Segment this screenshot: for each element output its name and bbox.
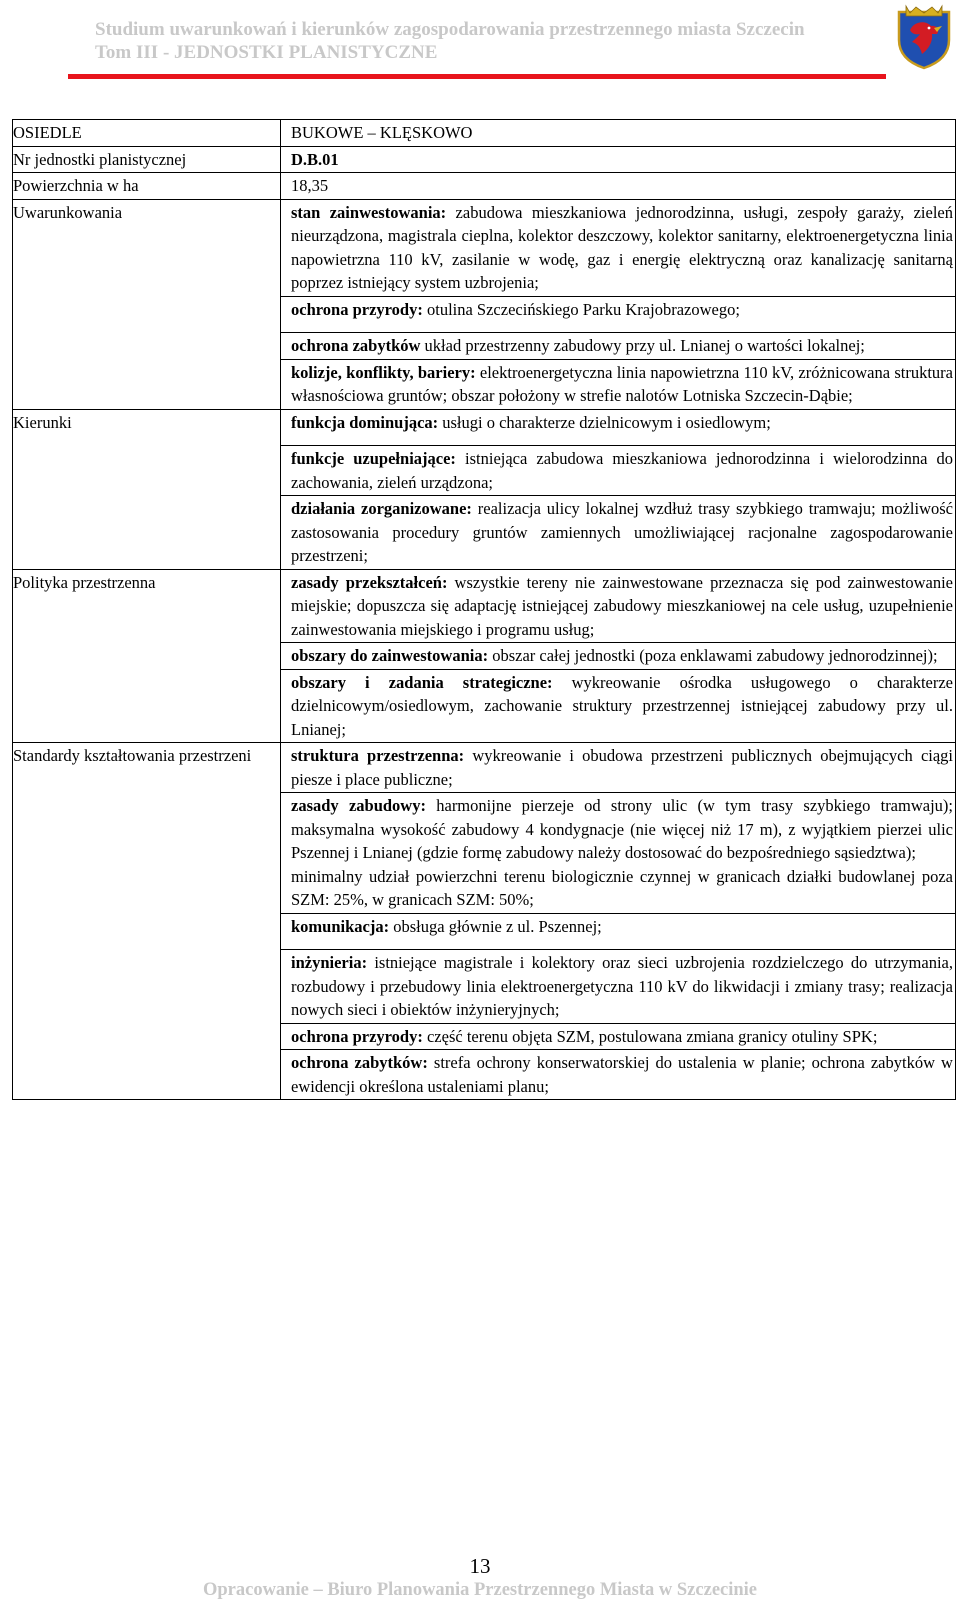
unit-number-value: D.B.01: [281, 146, 956, 173]
list-item: struktura przestrzenna: wykreowanie i obudowa przestrzeni publicznych obejmujących ciągi piesze i place publiczne;: [281, 743, 956, 793]
list-item: komunikacja: obsługa głównie z ul. Pszennej;: [281, 913, 956, 950]
table-row: [13, 446, 956, 496]
table-row: [13, 950, 956, 1024]
table-row: [13, 359, 956, 409]
list-item: kolizje, konflikty, bariery: elektroenergetyczna linia napowietrzna 110 kV, zróżnicowana struktura własnościowa gruntów; obszar położony w strefie nalotów Lotniska Szczecin-Dąbie;: [281, 359, 956, 409]
table-row: [13, 173, 956, 200]
planning-unit-table: [12, 119, 956, 1100]
section-kierunki: Kierunki: [13, 409, 281, 446]
list-item: obszary do zainwestowania: obszar całej jednostki (poza enklawami zabudowy jednorodzinnej);: [281, 643, 956, 670]
unit-number-label: Nr jednostki planistycznej: [13, 146, 281, 173]
list-item: ochrona przyrody: część terenu objęta SZM, postulowana zmiana granicy otuliny SPK;: [281, 1023, 956, 1050]
list-item: działania zorganizowane: realizacja ulicy lokalnej wzdłuż trasy szybkiego tramwaju; możliwość zastosowania procedury gruntów zamiennych umożliwiającej racjonalne zagospodarowanie przestrzeni;: [281, 496, 956, 570]
osiedle-label: OSIEDLE: [13, 120, 281, 147]
table-row: [13, 296, 956, 333]
table-row: [13, 120, 956, 147]
area-value: 18,35: [281, 173, 956, 200]
table-row: [13, 913, 956, 950]
table-row: [13, 1050, 956, 1100]
list-item: funkcje uzupełniające: istniejąca zabudowa mieszkaniowa jednorodzinna i wielorodzinna do zachowania, zieleń urządzona;: [281, 446, 956, 496]
list-item: ochrona zabytków układ przestrzenny zabudowy przy ul. Lnianej o wartości lokalnej;: [281, 333, 956, 360]
footer-text: Opracowanie – Biuro Planowania Przestrzennego Miasta w Szczecinie: [202, 1580, 758, 1600]
section-standardy: Standardy kształtowania przestrzeni: [13, 743, 281, 793]
table-row: [13, 743, 956, 793]
page-number: 13: [469, 1554, 491, 1578]
list-item: obszary i zadania strategiczne: wykreowanie ośrodka usługowego o charakterze dzielnicowym/osiedlowym, zachowanie struktury przestrzennej istniejącej zabudowy przy ul. Lnianej;: [281, 669, 956, 743]
szczecin-coat-of-arms-icon: [896, 4, 952, 70]
header-subtitle: Tom III - JEDNOSTKI PLANISTYCZNE: [95, 42, 438, 63]
list-item: funkcja dominująca: usługi o charakterze dzielnicowym i osiedlowym;: [281, 409, 956, 446]
table-row: [13, 669, 956, 743]
table-row: [13, 333, 956, 360]
list-item: ochrona zabytków: strefa ochrony konserwatorskiej do ustalenia w planie; ochrona zabytków w ewidencji określona ustaleniami planu;: [281, 1050, 956, 1100]
table-row: [13, 409, 956, 446]
list-item: stan zainwestowania: zabudowa mieszkaniowa jednorodzinna, usługi, zespoły garaży, zieleń nieurządzona, magistrala cieplna, kolektor deszczowy, kolektor sanitarny, elektroenergetyczna linia napowietrzna 110 kV, zasilanie w wodę, gaz i energię elektryczną oraz kanalizację sanitarną poprzez istniejący system uzbrojenia;: [281, 199, 956, 296]
table-row: [13, 569, 956, 643]
section-uwarunkowania: Uwarunkowania: [13, 199, 281, 296]
table-row: [13, 146, 956, 173]
section-polityka: Polityka przestrzenna: [13, 569, 281, 643]
list-item: zasady przekształceń: wszystkie tereny nie zainwestowane przeznacza się pod zainwestowanie miejskie; dopuszcza się adaptację istniejącej zabudowy mieszkaniowej na cele usług, uzupełnienie zainwestowania miejskiego i programu usług;: [281, 569, 956, 643]
list-item: ochrona przyrody: otulina Szczecińskiego Parku Krajobrazowego;: [281, 296, 956, 333]
area-label: Powierzchnia w ha: [13, 173, 281, 200]
header-rule: [68, 74, 886, 79]
page-header: [0, 0, 960, 90]
table-row: [13, 199, 956, 296]
table-row: [13, 1023, 956, 1050]
table-row: [13, 793, 956, 914]
table-row: [13, 496, 956, 570]
header-title: Studium uwarunkowań i kierunków zagospodarowania przestrzennego miasta Szczecin: [95, 19, 805, 40]
list-item: inżynieria: istniejące magistrale i kolektory oraz sieci uzbrojenia rozdzielczego do utrzymania, rozbudowy i przebudowy linia elektroenergetyczna 110 kV do likwidacji i zmiany trasy; realizacja nowych sieci i obiektów inżynieryjnych;: [281, 950, 956, 1024]
table-row: [13, 643, 956, 670]
osiedle-value: BUKOWE – KLĘSKOWO: [281, 120, 956, 147]
list-item: zasady zabudowy: harmonijne pierzeje od strony ulic (w tym trasy szybkiego tramwaju); maksymalna wysokość zabudowy 4 kondygnacje (nie więcej niż 17 m), z wyjątkiem pierzei ulic Pszennej i Lnianej (gdzie formę zabudowy należy dostosować do bezpośredniego sąsiedztwa); minimalny udział powierzchni terenu biologicznie czynnej w granicach działki budowlanej poza SZM: 25%, w granicach SZM: 50%;: [281, 793, 956, 914]
